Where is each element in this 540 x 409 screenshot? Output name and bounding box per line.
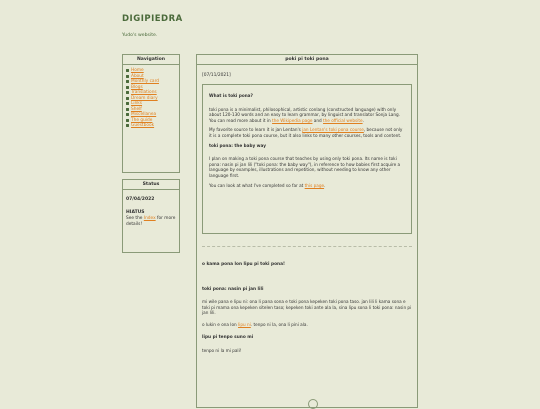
sidebar-item-label[interactable]: Links (131, 101, 143, 106)
pen-icon (126, 86, 129, 89)
intro-p4-end: . (324, 182, 326, 188)
course-link-paragraph (202, 322, 412, 328)
course-link-post: . tenpo ni la, ona li pini ala. (250, 321, 308, 327)
intro-card (202, 84, 412, 234)
page-title: poki pi toki pona (197, 55, 417, 65)
sidebar-item-label[interactable]: Translations (131, 90, 157, 95)
book-icon (126, 108, 129, 111)
course-heading: toki pona: nasin pi jan lili (202, 287, 264, 292)
status-date: 07/04/2022 (126, 197, 155, 202)
envelope-icon (126, 124, 129, 127)
main-content (196, 54, 418, 408)
sidebar-item-label[interactable]: Monthly card (131, 79, 159, 84)
sidebar-item-label[interactable]: Home (131, 68, 144, 73)
status-note-post: for more details! (126, 216, 176, 227)
globe-icon (126, 91, 129, 94)
star-icon (126, 119, 129, 122)
intro-p1-mid: and (312, 117, 324, 123)
box-icon (126, 113, 129, 116)
navigation-panel (122, 54, 180, 173)
diary-heading: lipu pi tenpo suno mi (202, 335, 254, 341)
intro-question: What is toki pona? (209, 93, 253, 98)
intro-p2-rest: , because not only it is a complete toki pona course, but it also links to many other courses, tools and content. (209, 127, 403, 138)
this-page-link[interactable]: this page (304, 182, 325, 188)
wikipedia-link[interactable]: the Wikipedia page (272, 117, 313, 123)
course-link-pre: o lukin e ona lon (202, 321, 239, 327)
site-title: DIGIPIEDRA (122, 14, 183, 24)
intro-p1-text: toki pona is a minimalist, philosophical, artistic conlang (constructed language) with only about 120-130 words and an easy to learn grammar, by linguist and translator Sonja Lang. You can read more about it in (209, 106, 400, 123)
baby-way-heading: toki pona: the baby way (209, 142, 266, 148)
intro-paragraph-3: I plan on making a toki pona course that teaches by using only toki pona. Its name is toki pona: nasin pi jan lili ("toki pona: the baby way"), in reference to how babies first acquire a language by examples, illustrations and repetition, without needing to know any other language first. (209, 156, 401, 178)
status-note-pre: See the (126, 216, 144, 221)
lipu-ni-link[interactable]: lipu ni (238, 321, 251, 327)
sidebar-item-label[interactable]: Guestbook (131, 123, 155, 128)
post-date: [07/11/2021] (202, 73, 231, 78)
status-panel (122, 179, 180, 253)
sidebar-item-label[interactable]: About (131, 73, 144, 79)
info-icon (126, 75, 129, 78)
status-index-link[interactable]: Index (143, 216, 156, 221)
home-icon (126, 69, 129, 72)
site-subtitle: Yudo's website. (122, 33, 158, 38)
official-website-link[interactable]: the official website (323, 117, 363, 123)
navigation-heading: Navigation (123, 55, 179, 65)
link-icon (126, 102, 129, 105)
card-icon (126, 80, 129, 83)
intro-paragraph-4 (209, 183, 405, 189)
navigation-list (126, 68, 179, 129)
status-heading: Status (123, 180, 179, 190)
intro-p4-text: You can look at what I've completed so far at (209, 182, 305, 188)
intro-paragraph-2 (209, 127, 405, 138)
divider (202, 246, 412, 247)
status-state: HIATUS (126, 210, 145, 215)
intro-p1-end: . (362, 117, 364, 123)
scroll-indicator-icon[interactable] (308, 399, 318, 409)
intro-paragraph-1 (209, 107, 405, 124)
sidebar-item-label[interactable]: Dream diary (131, 95, 158, 101)
welcome-heading: o kama pona lon lipu pi toki pona! (202, 262, 285, 267)
diary-paragraph: tenpo ni la mi pali! (202, 348, 242, 354)
sidebar-item-label[interactable]: Blogs (131, 84, 143, 90)
status-note (126, 216, 176, 227)
course-paragraph: mi wile pana e lipu ni: ona li pana sona e toki pona kepeken toki pona taso. jan lili li kama sona e toki pi mama ona kepeken sitelen taso; kepeken toki ante ala la, sina lipu sona li toki pona: nasin pi jan lili. (202, 299, 412, 316)
moon-icon (126, 97, 129, 100)
course-link[interactable]: jan Lentan's toki pona course (302, 127, 364, 133)
sidebar-item-guestbook[interactable] (126, 123, 179, 129)
sidebar-item-label[interactable]: Miscellanea (131, 112, 157, 117)
intro-p2-text: My favorite source to learn it is jan Lentan's (209, 127, 303, 133)
sidebar-item-label[interactable]: The guide (131, 117, 153, 123)
sidebar-item-label[interactable]: Shelf (131, 106, 142, 112)
